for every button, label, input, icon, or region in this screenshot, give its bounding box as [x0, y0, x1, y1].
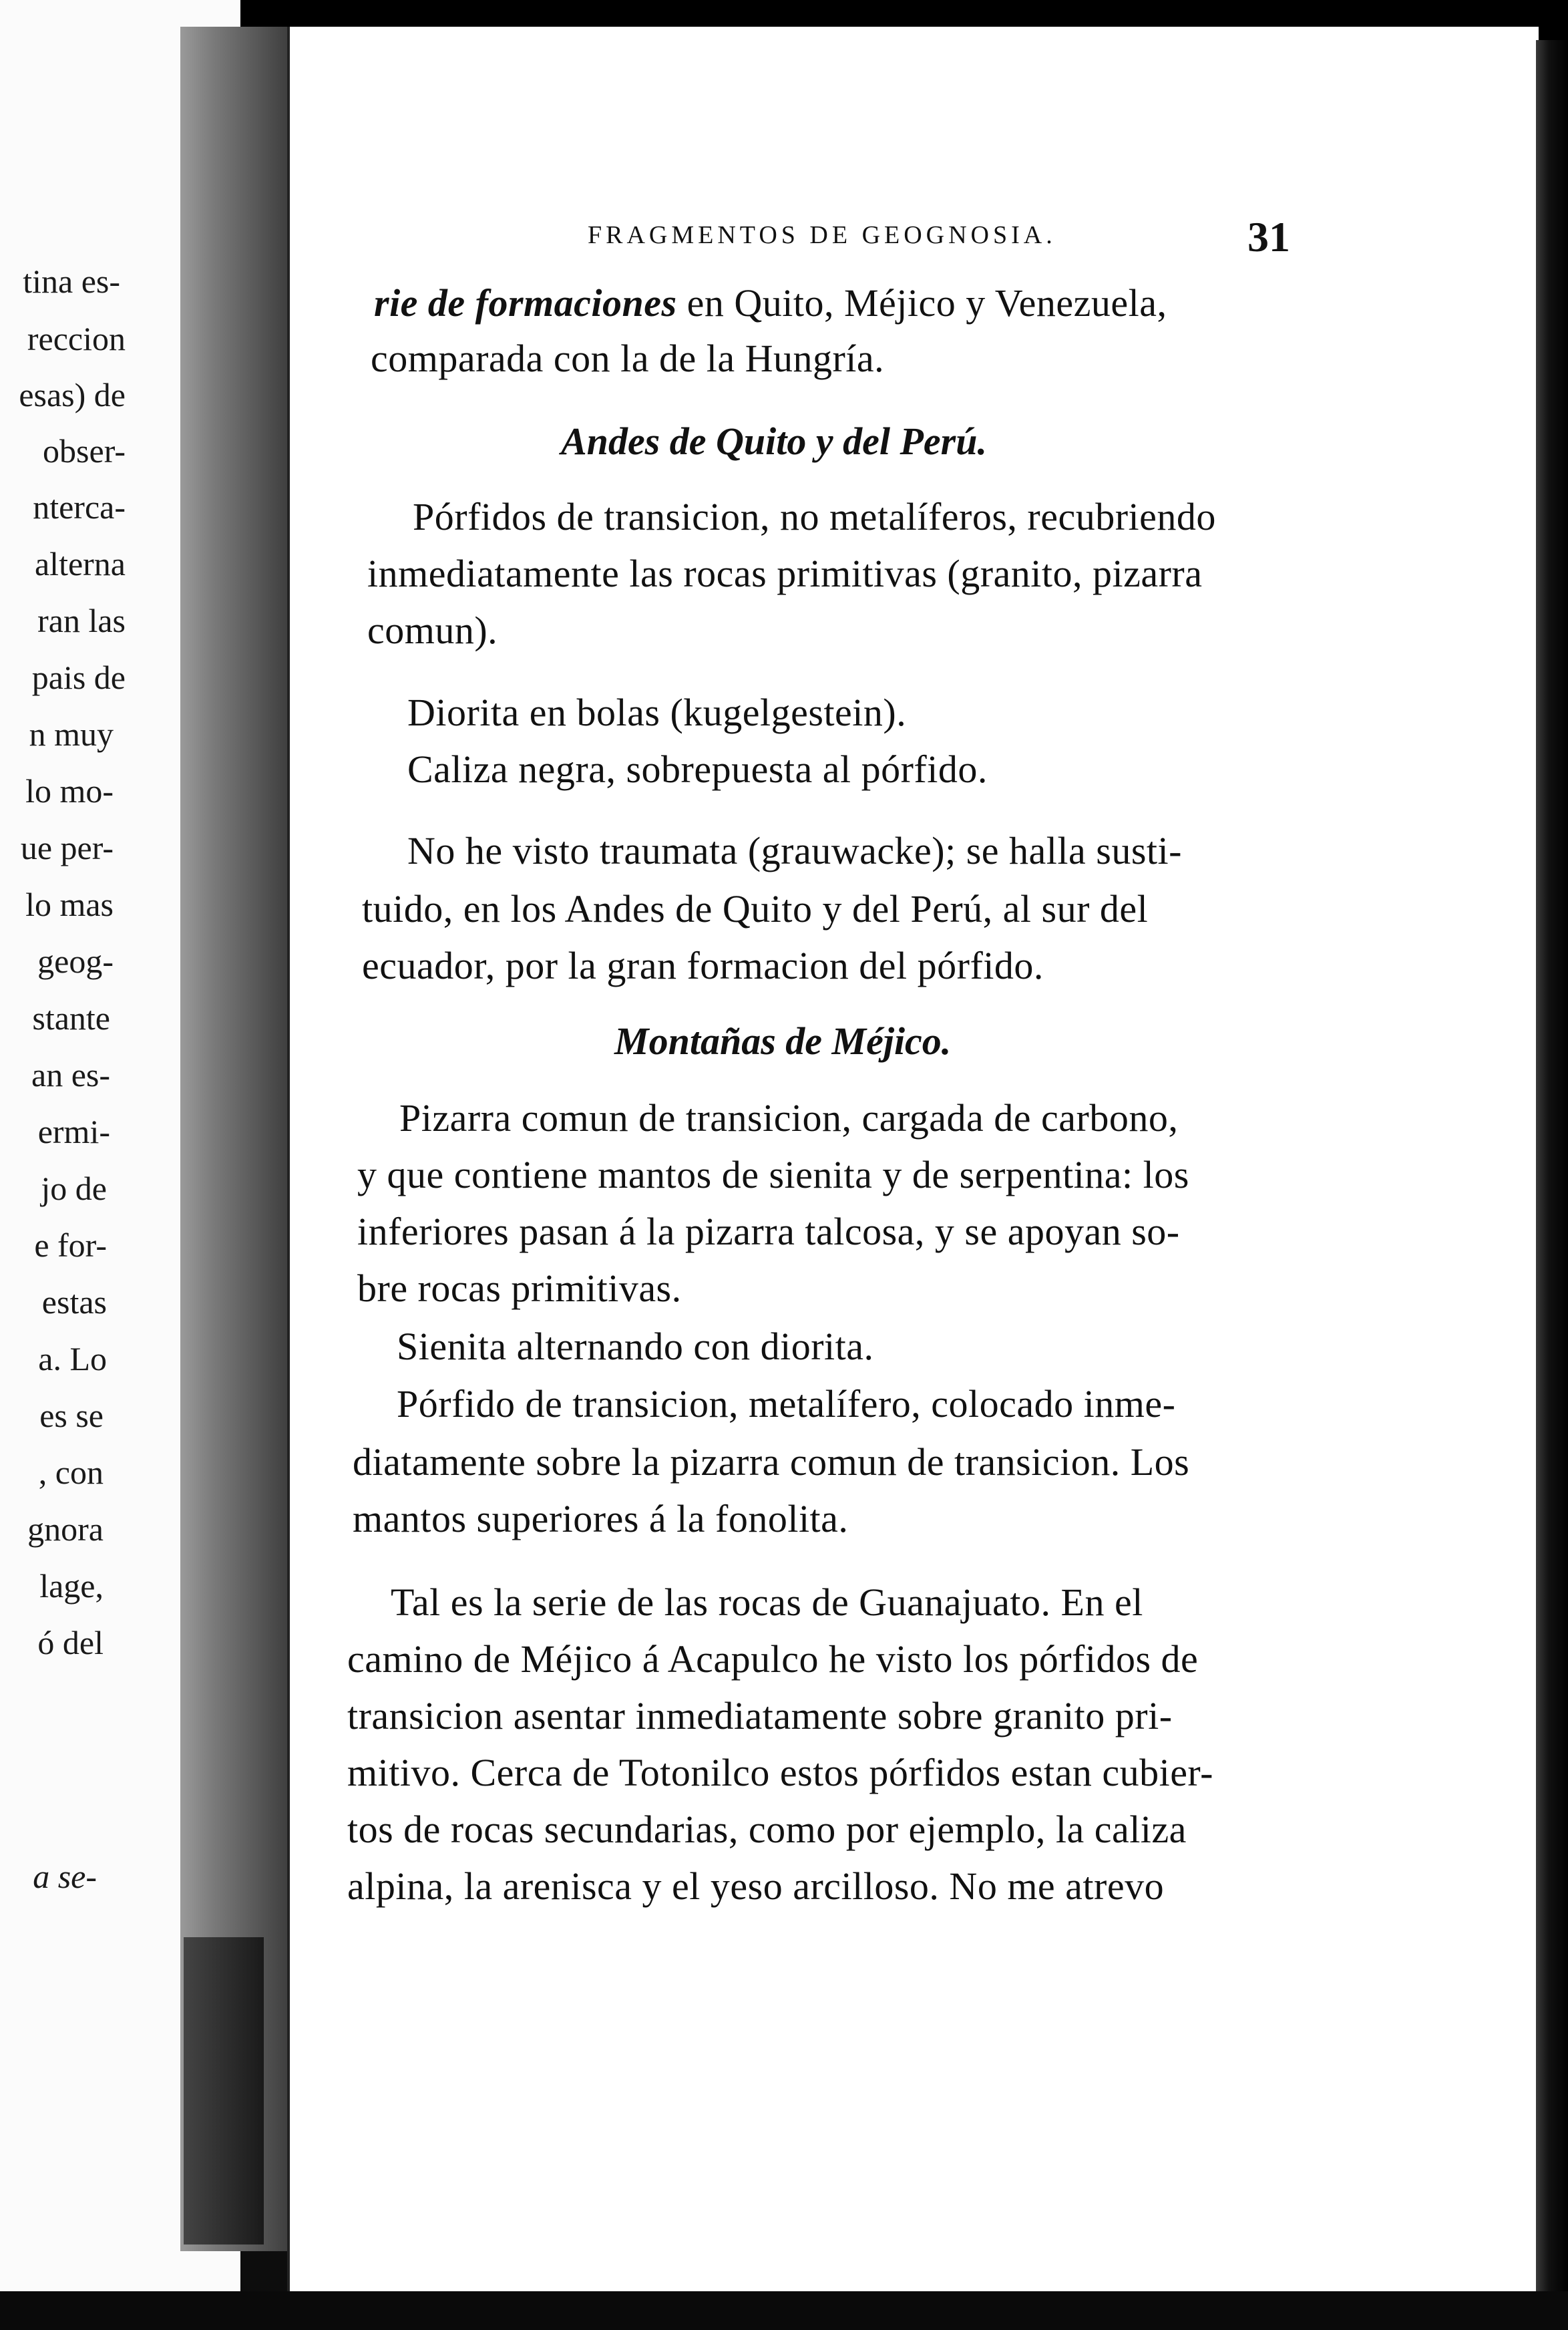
- left-page-line: tina es-: [23, 263, 120, 300]
- text-line: Caliza negra, sobrepuesta al pórfido.: [407, 747, 988, 791]
- left-page-line: geog-: [37, 943, 114, 980]
- text-line-italic: rie de formaciones: [374, 281, 677, 325]
- left-page-line: stante: [32, 999, 110, 1037]
- text-line: inferiores pasan á la pizarra talcosa, y se apoyan so-: [357, 1210, 1180, 1253]
- left-page-line: alterna: [34, 545, 126, 582]
- left-page-line: ran las: [37, 602, 126, 639]
- left-page-line: e for-: [34, 1226, 107, 1264]
- text-line: Tal es la serie de las rocas de Guanajuato. En el: [391, 1580, 1143, 1624]
- left-page-line: , con: [38, 1454, 104, 1491]
- text-line-rest: en Quito, Méjico y Venezuela,: [676, 281, 1167, 325]
- text-line: No he visto traumata (grauwacke); se halla susti-: [407, 829, 1182, 872]
- text-line: ecuador, por la gran formacion del pórfido.: [362, 944, 1044, 987]
- text-line: Pizarra comun de transicion, cargada de carbono,: [399, 1096, 1179, 1140]
- left-page-line: ermi-: [37, 1113, 110, 1150]
- left-page-line: lo mas: [25, 886, 114, 923]
- book-gutter-shadow: [184, 1937, 264, 2244]
- left-page-line: obser-: [43, 432, 126, 470]
- left-page-line: lo mo-: [25, 772, 114, 810]
- section-heading: Andes de Quito y del Perú.: [561, 420, 987, 463]
- text-line: transicion asentar inmediatamente sobre granito pri-: [347, 1694, 1173, 1737]
- text-line: inmediatamente las rocas primitivas (granito, pizarra: [367, 552, 1203, 595]
- left-page-line: ue per-: [20, 829, 114, 866]
- text-line: mantos superiores á la fonolita.: [353, 1497, 849, 1540]
- text-line: diatamente sobre la pizarra comun de transicion. Los: [353, 1440, 1190, 1484]
- text-line: camino de Méjico á Acapulco he visto los pórfidos de: [347, 1637, 1199, 1681]
- text-line: Diorita en bolas (kugelgestein).: [407, 691, 907, 734]
- left-page-line: an es-: [31, 1056, 110, 1094]
- text-line: tos de rocas secundarias, como por ejemplo, la caliza: [347, 1808, 1187, 1851]
- text-line: Pórfidos de transicion, no metalíferos, recubriendo: [413, 495, 1216, 538]
- text-line: Sienita alternando con diorita.: [397, 1325, 874, 1368]
- left-page-line: reccion: [27, 320, 126, 357]
- left-page-line: es se: [39, 1397, 104, 1434]
- left-page-line: pais de: [31, 659, 126, 696]
- text-line: y que contiene mantos de sienita y de serpentina: los: [357, 1153, 1189, 1196]
- running-header: FRAGMENTOS DE GEOGNOSIA.: [588, 221, 1056, 249]
- left-page-line: ó del: [37, 1624, 104, 1661]
- left-page-line: esas) de: [19, 376, 126, 413]
- section-heading: Montañas de Méjico.: [614, 1019, 952, 1063]
- text-line: bre rocas primitivas.: [357, 1267, 682, 1310]
- text-line: mitivo. Cerca de Totonilco estos pórfidos estan cubier-: [347, 1751, 1213, 1794]
- left-page-line: a se-: [33, 1858, 97, 1895]
- left-page-line: nterca-: [33, 488, 126, 526]
- scan-border-bottom: [0, 2291, 1568, 2330]
- left-page-line: lage,: [39, 1567, 104, 1605]
- text-line: Pórfido de transicion, metalífero, colocado inme-: [397, 1382, 1176, 1426]
- text-line: alpina, la arenisca y el yeso arcilloso. No me atrevo: [347, 1864, 1165, 1908]
- text-line: [374, 281, 1167, 325]
- left-page-line: jo de: [41, 1170, 107, 1207]
- text-line: comun).: [367, 609, 498, 652]
- page-number: 31: [1247, 213, 1290, 261]
- text-line: tuido, en los Andes de Quito y del Perú, al sur del: [362, 887, 1149, 931]
- left-page-line: gnora: [27, 1510, 104, 1548]
- scan-border-right: [1536, 40, 1568, 2311]
- left-page-line: estas: [41, 1283, 107, 1321]
- left-page-line: n muy: [29, 715, 114, 753]
- text-line: comparada con la de la Hungría.: [371, 337, 885, 380]
- left-page-line: a. Lo: [38, 1340, 107, 1377]
